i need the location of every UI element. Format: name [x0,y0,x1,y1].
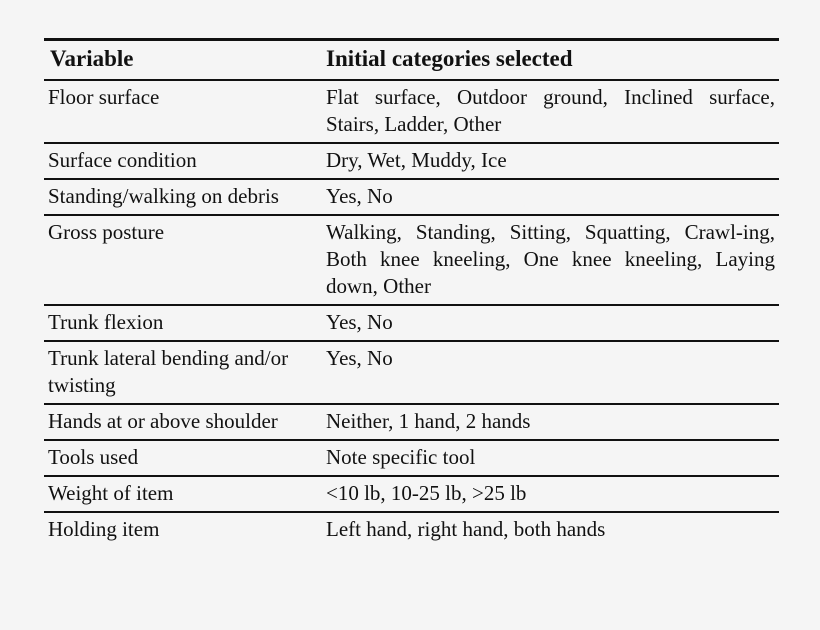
header-variable: Variable [50,46,134,71]
row-variable: Hands at or above shoulder [48,409,278,433]
table-row [44,305,779,341]
table-row [44,404,779,440]
row-categories: <10 lb, 10-25 lb, >25 lb [326,481,527,505]
categories-table-container [44,38,779,547]
row-categories: Neither, 1 hand, 2 hands [326,409,531,433]
row-variable: Surface condition [48,148,197,172]
row-categories: Yes, No [326,184,393,208]
row-variable: Holding item [48,517,160,541]
row-categories: Flat surface, Outdoor ground, Inclined surface, Stairs, Ladder, Other [326,85,775,136]
row-variable: Trunk flexion [48,310,164,334]
header-categories: Initial categories selected [326,46,573,71]
table-row [44,179,779,215]
row-categories: Dry, Wet, Muddy, Ice [326,148,507,172]
row-variable: Floor surface [48,85,160,109]
categories-table [44,38,779,547]
table-body [44,80,779,547]
table-row [44,476,779,512]
table-header [44,40,779,81]
row-variable: Weight of item [48,481,174,505]
row-categories: Left hand, right hand, both hands [326,517,606,541]
table-row [44,512,779,547]
row-variable: Tools used [48,445,139,469]
row-variable: Standing/walking on debris [48,184,279,208]
row-variable: Gross posture [48,220,165,244]
row-variable: Trunk lateral bending and/or twisting [48,346,289,397]
row-categories: Note specific tool [326,445,476,469]
table-row [44,80,779,143]
table-row [44,341,779,404]
table-row [44,440,779,476]
row-categories: Walking, Standing, Sitting, Squatting, Crawl-ing, Both knee kneeling, One knee kneeling, Laying down, Other [326,220,775,298]
table-row [44,215,779,305]
header-row [44,40,779,81]
table-row [44,143,779,179]
row-categories: Yes, No [326,346,393,370]
row-categories: Yes, No [326,310,393,334]
